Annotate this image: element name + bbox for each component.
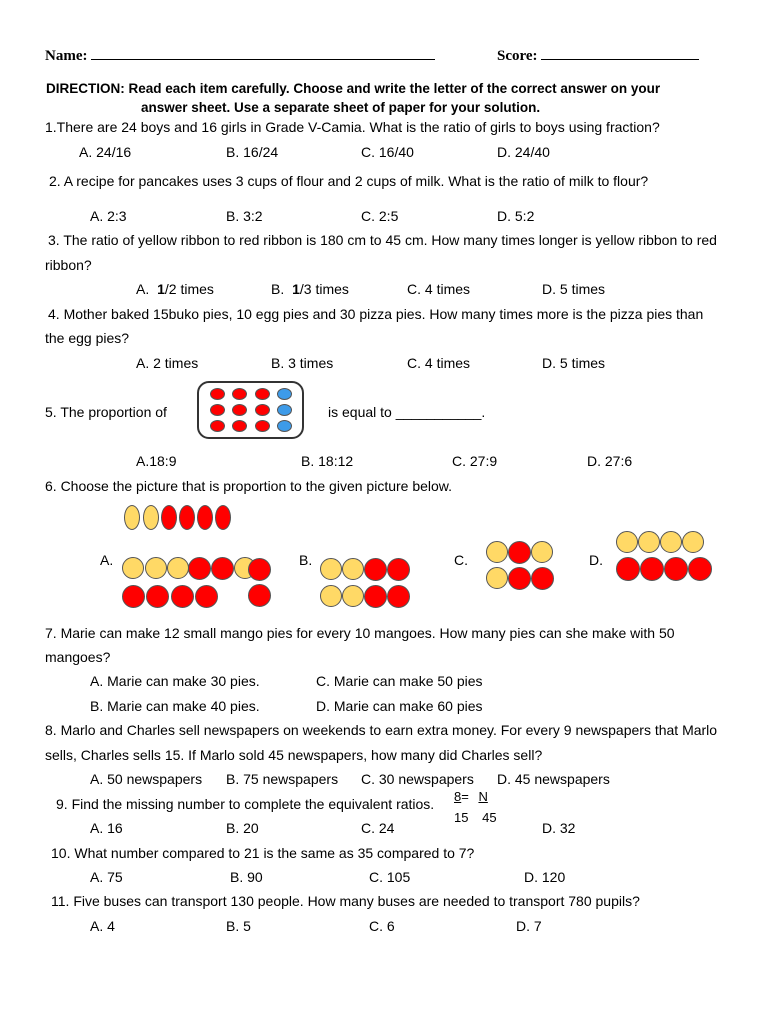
q6-choice-a: A. (100, 552, 114, 568)
q6-d-red-dot (616, 557, 640, 581)
q1-choice-a: A. 24/16 (79, 144, 132, 160)
direction-line-1: DIRECTION: Read each item carefully. Choose and write the letter of the correct answer on your (46, 81, 661, 96)
q4-choice-a: A. 2 times (136, 355, 199, 371)
q3-choice-b-num: 1 (292, 281, 300, 297)
q5-text-right: is equal to ___________. (328, 404, 486, 420)
q6-c-red-dot (508, 541, 531, 564)
q6-d-yellow-dot (638, 531, 660, 553)
q10-text: 10. What number compared to 21 is the same as 35 compared to 7? (51, 845, 475, 861)
q5-red-dot (232, 420, 247, 432)
q9-text: 9. Find the missing number to complete the equivalent ratios. (56, 796, 435, 812)
q7-choice-b: B. Marie can make 40 pies. (90, 698, 260, 714)
q1-choice-d: D. 24/40 (497, 144, 550, 160)
q6-text: 6. Choose the picture that is proportion to the given picture below. (45, 478, 453, 494)
q3-choice-b (271, 281, 349, 297)
q2-choice-a: A. 2:3 (90, 208, 127, 224)
q9-denominator-1: 15 (454, 810, 469, 825)
q6-b-yellow-dot (320, 585, 342, 607)
score-blank (541, 47, 699, 60)
q7-text-line-1: 7. Marie can make 12 small mango pies for every 10 mangoes. How many pies can she make with 50 (45, 625, 675, 641)
q5-red-dot (210, 388, 225, 400)
q6-b-red-dot (364, 558, 387, 581)
q9-ratio-bottom (454, 810, 497, 825)
q2-choice-c: C. 2:5 (361, 208, 399, 224)
name-field (45, 47, 435, 65)
q6-given-red-dot (197, 505, 213, 530)
q5-blue-dot (277, 388, 292, 400)
q10-choice-d: D. 120 (524, 869, 566, 885)
q6-b-red-dot (387, 558, 410, 581)
q8-choice-c: C. 30 newspapers (361, 771, 474, 787)
q4-choice-b: B. 3 times (271, 355, 334, 371)
q11-text: 11. Five buses can transport 130 people. How many buses are needed to transport 780 pupils? (51, 893, 640, 909)
q6-c-yellow-dot (531, 541, 553, 563)
q6-a-red-dot (171, 585, 194, 608)
q7-choice-a: A. Marie can make 30 pies. (90, 673, 260, 689)
q3-choice-a-letter: A. (136, 281, 150, 297)
q6-d-red-dot (688, 557, 712, 581)
q9-denominator-2: 45 (482, 810, 497, 825)
name-label: Name: (45, 48, 88, 64)
q6-given-yellow-dot (124, 505, 140, 530)
q7-text-line-2: mangoes? (45, 649, 111, 665)
q8-choice-d: D. 45 newspapers (497, 771, 610, 787)
q10-choice-b: B. 90 (230, 869, 263, 885)
q6-given-red-dot (215, 505, 231, 530)
q6-c-yellow-dot (486, 567, 508, 589)
q6-a-yellow-dot (167, 557, 189, 579)
q1-choice-b: B. 16/24 (226, 144, 279, 160)
q6-a-red-dot (188, 557, 211, 580)
q6-c-red-dot (531, 567, 554, 590)
q3-choice-a-num: 1 (157, 281, 165, 297)
q6-b-yellow-dot (320, 558, 342, 580)
q5-text-left: 5. The proportion of (45, 404, 167, 420)
q11-choice-c: C. 6 (369, 918, 395, 934)
q2-choice-b: B. 3:2 (226, 208, 263, 224)
q8-choice-b: B. 75 newspapers (226, 771, 339, 787)
q6-d-yellow-dot (660, 531, 682, 553)
q5-choice-b: B. 18:12 (301, 453, 354, 469)
q9-choice-c: C. 24 (361, 820, 395, 836)
q3-text-line-2: ribbon? (45, 257, 92, 273)
q3-choice-b-letter: B. (271, 281, 285, 297)
q6-c-yellow-dot (486, 541, 508, 563)
q3-choice-d: D. 5 times (542, 281, 606, 297)
q5-red-dot (210, 420, 225, 432)
q5-dot-box (197, 381, 304, 439)
q6-choice-c: C. (454, 552, 468, 568)
q5-red-dot (255, 420, 270, 432)
q1-text: 1.There are 24 boys and 16 girls in Grade V-Camia. What is the ratio of girls to boys using fraction? (45, 119, 660, 135)
q6-choice-d: D. (589, 552, 603, 568)
q11-choice-a: A. 4 (90, 918, 115, 934)
q3-choice-b-rest: /3 times (299, 281, 349, 297)
q6-choice-b: B. (299, 552, 313, 568)
q7-choice-d: D. Marie can make 60 pies (316, 698, 483, 714)
q9-numerator-1: 8 (454, 789, 462, 804)
q6-given-yellow-dot (143, 505, 159, 530)
q6-given-red-dot (161, 505, 177, 530)
q9-numerator-2: N (478, 789, 488, 804)
q4-text-line-2: the egg pies? (45, 330, 130, 346)
q2-choice-d: D. 5:2 (497, 208, 535, 224)
q5-choice-c: C. 27:9 (452, 453, 498, 469)
q11-choice-d: D. 7 (516, 918, 542, 934)
q3-choice-a (136, 281, 214, 297)
q10-choice-a: A. 75 (90, 869, 123, 885)
q6-d-yellow-dot (682, 531, 704, 553)
q3-choice-a-rest: /2 times (164, 281, 214, 297)
q5-blue-dot (277, 420, 292, 432)
q5-choice-a: A.18:9 (136, 453, 177, 469)
q9-choice-b: B. 20 (226, 820, 259, 836)
q2-text: 2. A recipe for pancakes uses 3 cups of flour and 2 cups of milk. What is the ratio of milk to flour? (49, 173, 649, 189)
q5-red-dot (255, 404, 270, 416)
q6-d-red-dot (640, 557, 664, 581)
q6-a-red-dot (248, 584, 271, 607)
q6-b-red-dot (387, 585, 410, 608)
q8-text-line-2: sells, Charles sells 15. If Marlo sold 45 newspapers, how many did Charles sell? (45, 747, 543, 763)
q6-given-red-dot (179, 505, 195, 530)
q3-choice-c: C. 4 times (407, 281, 471, 297)
q5-blue-dot (277, 404, 292, 416)
direction-line-2: answer sheet. Use a separate sheet of paper for your solution. (141, 100, 541, 115)
q9-ratio-top (454, 789, 488, 804)
name-blank (91, 47, 435, 60)
q6-d-yellow-dot (616, 531, 638, 553)
q5-choice-d: D. 27:6 (587, 453, 633, 469)
q8-text-line-1: 8. Marlo and Charles sell newspapers on weekends to earn extra money. For every 9 newspapers that Marlo (45, 722, 718, 738)
q5-red-dot (232, 388, 247, 400)
q6-a-red-dot (195, 585, 218, 608)
q5-red-dot (255, 388, 270, 400)
score-field (497, 47, 699, 65)
score-label: Score: (497, 48, 538, 64)
q7-choice-c: C. Marie can make 50 pies (316, 673, 483, 689)
q8-choice-a: A. 50 newspapers (90, 771, 203, 787)
q6-a-red-dot (146, 585, 169, 608)
q6-a-red-dot (248, 558, 271, 581)
q9-equals: = (461, 789, 469, 804)
q6-c-red-dot (508, 567, 531, 590)
q4-text-line-1: 4. Mother baked 15buko pies, 10 egg pies and 30 pizza pies. How many times more is the pizza pies than (48, 306, 704, 322)
q6-a-red-dot (122, 585, 145, 608)
q6-b-yellow-dot (342, 558, 364, 580)
q4-choice-d: D. 5 times (542, 355, 606, 371)
q5-red-dot (232, 404, 247, 416)
q1-choice-c: C. 16/40 (361, 144, 414, 160)
q9-choice-d: D. 32 (542, 820, 576, 836)
q6-a-yellow-dot (122, 557, 144, 579)
q6-d-red-dot (664, 557, 688, 581)
q6-a-yellow-dot (145, 557, 167, 579)
q11-choice-b: B. 5 (226, 918, 251, 934)
q6-b-red-dot (364, 585, 387, 608)
q6-a-red-dot (211, 557, 234, 580)
q5-red-dot (210, 404, 225, 416)
q6-b-yellow-dot (342, 585, 364, 607)
q3-text-line-1: 3. The ratio of yellow ribbon to red ribbon is 180 cm to 45 cm. How many times longer is yellow ribbon to red (48, 232, 717, 248)
q4-choice-c: C. 4 times (407, 355, 471, 371)
q9-choice-a: A. 16 (90, 820, 123, 836)
q10-choice-c: C. 105 (369, 869, 411, 885)
